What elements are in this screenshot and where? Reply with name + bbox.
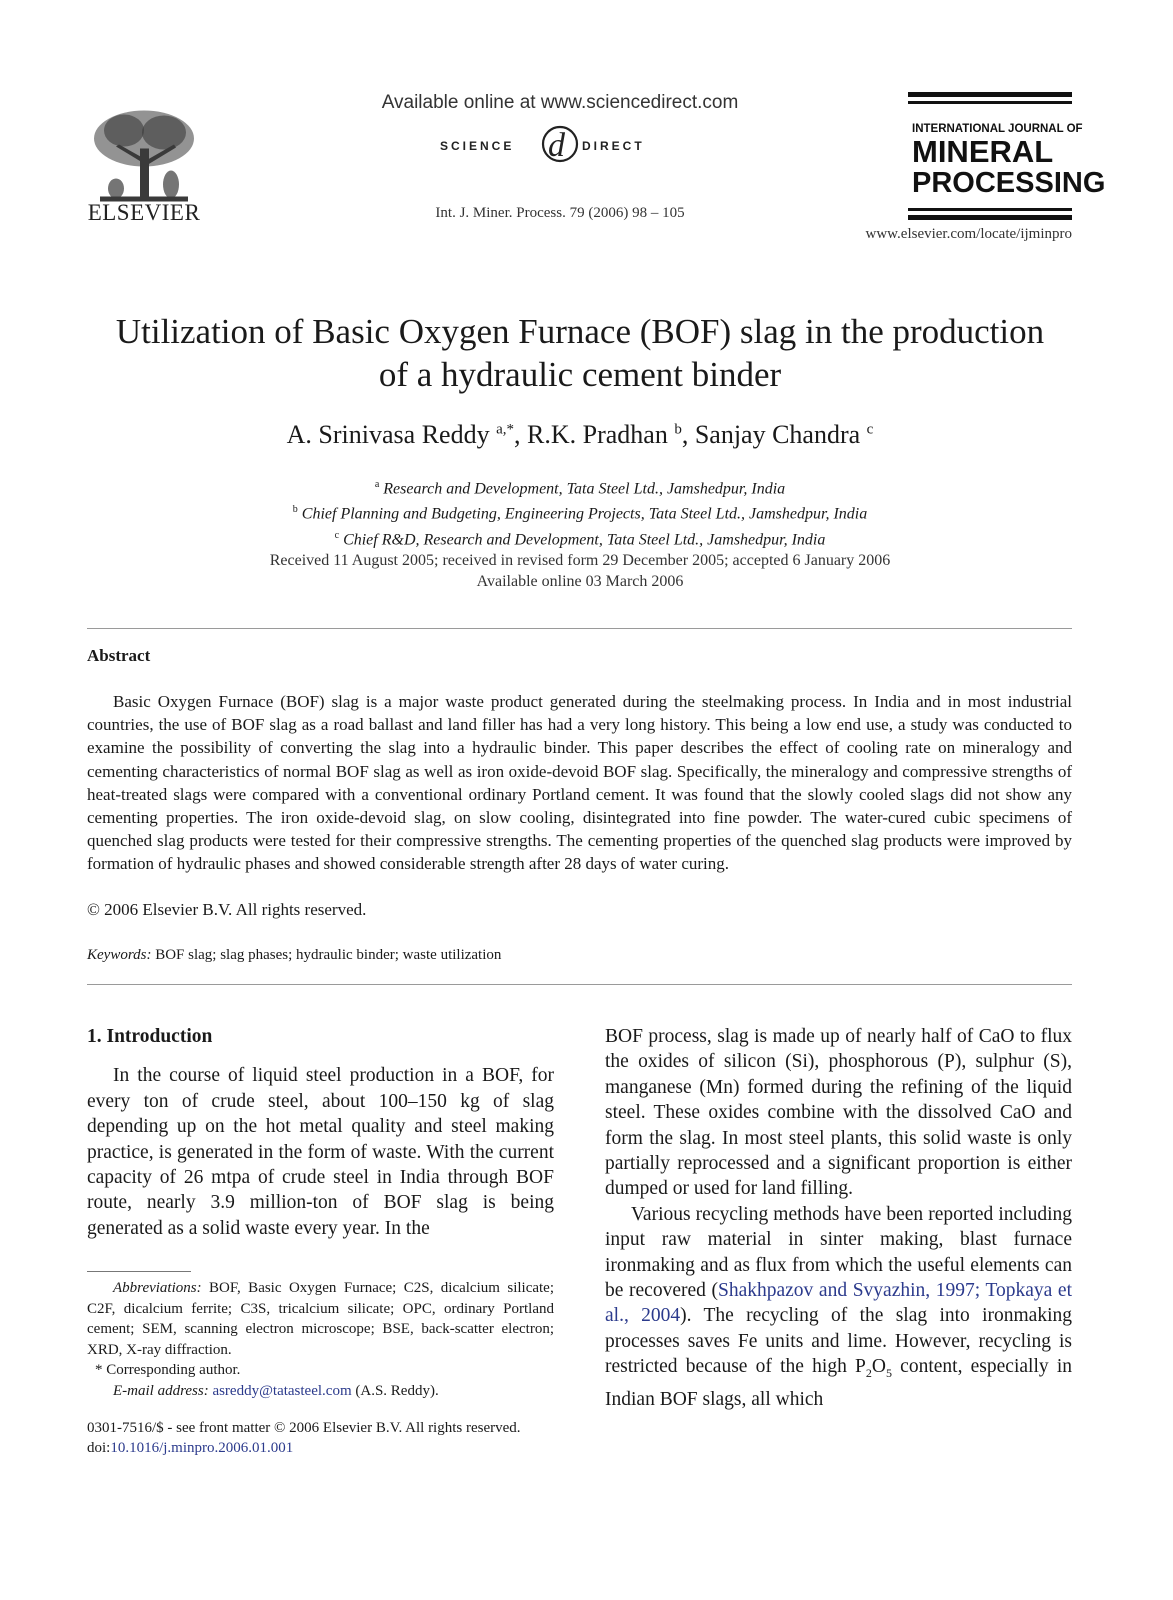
email-note: E-mail address: asreddy@tatasteel.com (A.S. Reddy). <box>113 1382 439 1399</box>
abbreviations-note: Abbreviations: BOF, Basic Oxygen Furnace; C2S, dicalcium silicate; C2F, dicalcium ferrite; C3S, tricalcium silicate; OPC, ordinary Portland cement; SEM, scanning electron microscope; BSE, back-scatter electron; XRD, X-ray diffraction. <box>87 1280 554 1358</box>
doi-line: doi:10.1016/j.minpro.2006.01.001 <box>87 1440 294 1456</box>
author-sup[interactable]: c <box>866 421 874 438</box>
front-matter <box>87 1418 607 1458</box>
journal-logo-line3: PROCESSING <box>912 167 1106 199</box>
author-sup[interactable]: b <box>674 421 682 438</box>
available-online-text: Available online at www.sciencedirect.com <box>381 92 739 113</box>
svg-text:d: d <box>548 127 565 164</box>
keywords-text: BOF slag; slag phases; hydraulic binder; waste utilization <box>155 947 502 963</box>
received-dates: Received 11 August 2005; received in revised form 29 December 2005; accepted 6 January 2006 <box>269 552 891 569</box>
email-link[interactable]: asreddy@tatasteel.com <box>212 1382 352 1399</box>
title-line-1: Utilization of Basic Oxygen Furnace (BOF) slag in the production <box>115 312 1045 351</box>
keywords <box>87 947 1072 964</box>
divider <box>87 628 1072 629</box>
doi-link[interactable]: 10.1016/j.minpro.2006.01.001 <box>110 1440 294 1456</box>
journal-citation: Int. J. Miner. Process. 79 (2006) 98 – 105 <box>435 205 685 221</box>
affiliation-item: $^b$ Chief Planning and Budgeting, Engineering Projects, Tata Steel Ltd., Jamshedpur, India <box>292 504 868 523</box>
citation-link[interactable]: Shakhpazov and Svyazhin, 1997; Topkaya et al., 2004 <box>605 1280 1072 1327</box>
corresponding-note: * Corresponding author. <box>95 1362 241 1378</box>
affiliation-item: $^c$ Chief R&D, Research and Development, Tata Steel Ltd., Jamshedpur, India <box>334 529 826 548</box>
affiliations <box>100 474 1060 550</box>
footnotes <box>87 1278 554 1401</box>
abstract-heading: Abstract <box>87 646 151 665</box>
right-column <box>605 1024 1072 1412</box>
title-line-2: of a hydraulic cement binder <box>378 355 782 394</box>
author-list: A. Srinivasa Reddy $^{a,*}$, R.K. Pradhan $^b$, Sanjay Chandra $^c$ <box>286 420 874 449</box>
front-matter-line: 0301-7516/$ - see front matter © 2006 Elsevier B.V. All rights reserved. <box>87 1420 521 1436</box>
available-date: Available online 03 March 2006 <box>476 573 684 590</box>
publisher-name: ELSEVIER <box>87 200 201 225</box>
author-name[interactable]: Sanjay Chandra <box>694 420 861 449</box>
author-name[interactable]: R.K. Pradhan <box>527 420 668 449</box>
footnote-divider <box>87 1271 191 1272</box>
journal-url-link[interactable]: www.elsevier.com/locate/ijminpro <box>865 226 1072 242</box>
left-column <box>87 1024 554 1241</box>
author-name[interactable]: A. Srinivasa Reddy <box>286 420 490 449</box>
paragraph: BOF process, slag is made up of nearly half of CaO to flux the oxides of silicon (Si), phosphorous (P), sulphur (S), manganese (Mn) formed during the refining of the liquid steel. These oxides combine with the dissolved CaO and form the slag. In most steel plants, this solid waste is only partially reprocessed and a significant proportion is either dumped or used for land filling. <box>605 1026 1072 1200</box>
paragraph: In the course of liquid steel production in a BOF, for every ton of crude steel, about 100–150 kg of slag depending up on the hot metal quality and steel making practice, is generated in the form of waste. With the current capacity of 26 mtpa of crude steel in India through BOF route, nearly 3.9 million-ton of BOF slag is being generated as a solid waste every year. In the <box>87 1065 554 1239</box>
sd-logo-left: SCIENCE <box>440 139 515 153</box>
abstract-body: Basic Oxygen Furnace (BOF) slag is a major waste product generated during the steelmaking process. In India and in most industrial countries, the use of BOF slag as a road ballast and land filler has had a very long history. This being a low end use, a study was conducted to examine the possibility of converting the slag into a hydraulic binder. This paper describes the effect of cooling rate on mineralogy and cementing characteristics of normal BOF slag as well as iron oxide-devoid BOF slag. Specifically, the mineralogy and compressive strengths of heat-treated slags were compared with a conventional ordinary Portland cement. It was found that the slowly cooled slags did not show any cementing properties. The iron oxide-devoid slag, on slow cooling, disintegrated into fine powder. The water-cured cubic specimens of quenched slag products were tested for their compressive strengths. The cementing properties of the quenched slag products were improved by formation of hydraulic phases and showed considerable strength after 28 days of water curing. <box>87 692 1072 874</box>
journal-logo <box>908 92 1106 224</box>
sciencedirect-logo <box>440 122 680 168</box>
article-title <box>60 310 1100 396</box>
abstract-copyright: © 2006 Elsevier B.V. All rights reserved. <box>87 900 367 919</box>
affiliation-item: $^a$ Research and Development, Tata Steel Ltd., Jamshedpur, India <box>374 479 786 498</box>
journal-logo-line2: MINERAL <box>912 134 1054 169</box>
article-dates <box>100 550 1060 592</box>
journal-logo-line1: INTERNATIONAL JOURNAL OF <box>912 123 1083 135</box>
keywords-label: Keywords: <box>87 947 152 963</box>
paragraph: Various recycling methods have been reported including input raw material in sinter making, blast furnace ironmaking and as flux from which the useful elements can be recovered (Shakhpazov and Svyazhin, 1997; Topkaya et al., 2004). The recycling of the slag into ironmaking processes saves Fe units and lime. However, recycling is restricted because of the high $P_2O_5$ content, especially in Indian BOF slags, all which <box>605 1203 1073 1410</box>
author-sup[interactable]: a,* <box>496 421 514 438</box>
sd-logo-right: DIRECT <box>582 139 645 153</box>
divider <box>87 984 1072 985</box>
section-heading: 1. Introduction <box>87 1026 213 1047</box>
